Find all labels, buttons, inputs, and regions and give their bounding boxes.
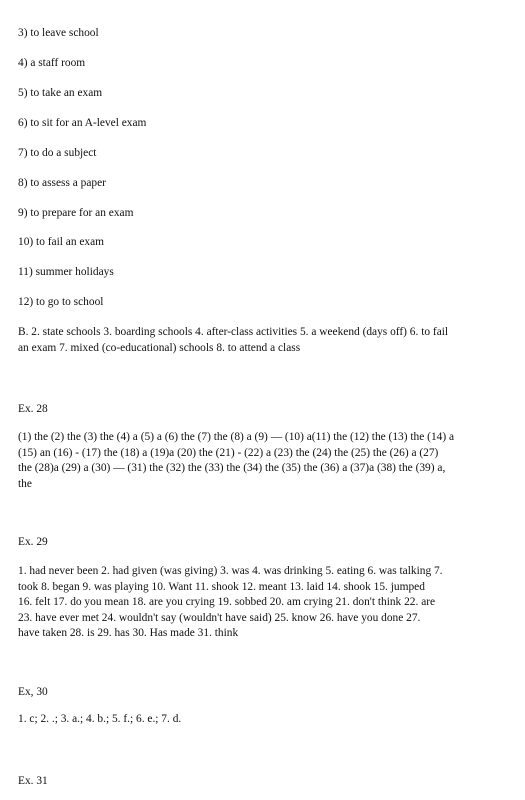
paragraph-line: have taken 28. is 29. has 30. Has made 31. think (18, 627, 239, 639)
paragraph-line: (15) an (16) - (17) the (18) a (19)a (20) the (21) - (22) a (23) the (24) the (25) the (26) a (27) (18, 446, 439, 459)
list-item: 10) to fail an exam (18, 236, 105, 248)
list-item: 3) to leave school (18, 27, 99, 39)
paragraph-line: took 8. began 9. was playing 10. Want 11. shook 12. meant 13. laid 14. shook 15. jumped (18, 580, 425, 593)
exercise-30-answers (18, 712, 515, 728)
paragraph-line: 16. felt 17. do you mean 18. are you crying 19. sobbed 20. am crying 21. don't think 22. are (18, 596, 436, 608)
paragraph-line: the (28)a (29) a (30) — (31) the (32) the (33) the (34) the (35) the (36) a (37)a (38) the (39) a, (18, 462, 446, 474)
section-b-paragraph (18, 325, 515, 356)
list-item: 9) to prepare for an exam (18, 207, 134, 219)
exercise-29-answers (18, 564, 515, 642)
paragraph-line: an exam 7. mixed (co-educational) schools 8. to attend a class (18, 341, 301, 354)
exercise-28-heading: Ex. 28 (18, 403, 48, 415)
exercise-28-answers (18, 430, 515, 492)
list-item: 11) summer holidays (18, 266, 114, 278)
paragraph-line: B. 2. state schools 3. boarding schools 4. after-class activities 5. a weekend (days off) 6. to fail (18, 326, 449, 338)
list-item: 4) a staff room (18, 57, 86, 69)
exercise-31-heading: Ex. 31 (18, 775, 48, 787)
paragraph-line: 1. c; 2. .; 3. a.; 4. b.; 5. f.; 6. e.; 7. d. (18, 713, 182, 725)
list-item: 8) to assess a paper (18, 177, 106, 189)
paragraph-line: 23. have ever met 24. wouldn't say (wouldn't have said) 25. know 26. have you done 27. (18, 611, 421, 624)
paragraph-line: (1) the (2) the (3) the (4) a (5) a (6) the (7) the (8) a (9) — (10) a(11) the (12) the (13) the (14) a (18, 431, 455, 443)
list-item: 5) to take an exam (18, 87, 103, 99)
list-item: 12) to go to school (18, 296, 104, 308)
paragraph-line: the (18, 477, 32, 490)
exercise-30-heading: Ex, 30 (18, 686, 48, 698)
exercise-29-heading: Ex. 29 (18, 536, 48, 548)
list-item: 7) to do a subject (18, 147, 97, 159)
list-item: 6) to sit for an A-level exam (18, 117, 147, 129)
paragraph-line: 1. had never been 2. had given (was giving) 3. was 4. was drinking 5. eating 6. was talking 7. (18, 565, 443, 577)
